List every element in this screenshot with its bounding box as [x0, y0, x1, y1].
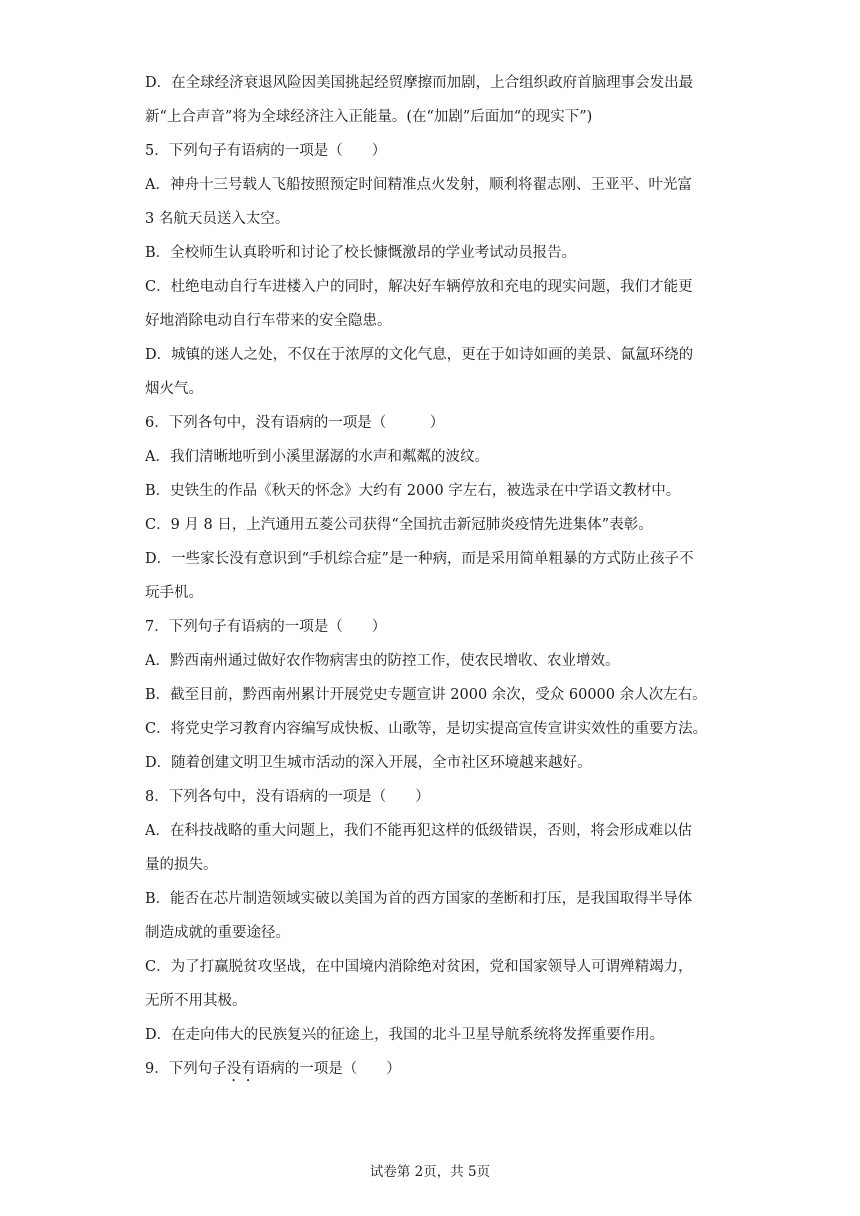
- text-line: A．我们清晰地听到小溪里潺潺的水声和粼粼的波纹。: [145, 449, 489, 465]
- text-line: D．随着创建文明卫生城市活动的深入开展，全市社区环境越来越好。: [145, 755, 592, 771]
- question-9-stem: [145, 1052, 725, 1086]
- question-7-stem: 7．下列句子有语病的一项是（ ）: [145, 619, 387, 635]
- text-line: C．为了打赢脱贫攻坚战，在中国境内消除绝对贫困，党和国家领导人可谓殚精竭力，: [145, 959, 693, 975]
- text-line: C．杜绝电动自行车进楼入户的同时，解决好车辆停放和充电的现实问题，我们才能更: [145, 279, 693, 295]
- text-line: D．一些家长没有意识到“手机综合症”是一种病，而是采用简单粗暴的方式防止孩子不: [145, 551, 694, 567]
- question-6-stem: 6．下列各句中，没有语病的一项是（ ）: [145, 415, 445, 431]
- page-footer: 试卷第 2页，共 5页: [369, 1164, 491, 1180]
- text-line: D．在走向伟大的民族复兴的征途上，我国的北斗卫星导航系统将发挥重要作用。: [145, 1027, 665, 1043]
- text-line: 好地消除电动自行车带来的安全隐患。: [145, 313, 392, 329]
- text-line: 烟火气。: [145, 381, 203, 397]
- page-content: [145, 66, 725, 1086]
- text-line: B．截至目前，黔西南州累计开展党史专题宣讲 2000 余次，受众 60000 余人次左右。: [145, 687, 707, 703]
- text-line: A．黔西南州通过做好农作物病害虫的防控工作，使农民增收、农业增效。: [145, 653, 620, 669]
- text-line: 新“上合声音”将为全球经济注入正能量。(在“加剧”后面加“的现实下”): [145, 109, 593, 125]
- text-line: D．在全球经济衰退风险因美国挑起经贸摩擦而加剧，上合组织政府首脑理事会发出最: [145, 75, 694, 91]
- text-line: 量的损失。: [145, 857, 218, 873]
- text-line: C．将党史学习教育内容编写成快板、山歌等，是切实提高宣传宣讲实效性的重要方法。: [145, 721, 708, 737]
- text-line: 制造成就的重要途径。: [145, 925, 290, 941]
- text-line: C．9 月 8 日，上汽通用五菱公司获得“全国抗击新冠肺炎疫情先进集体”表彰。: [145, 517, 653, 533]
- text-line: D．城镇的迷人之处，不仅在于浓厚的文化气息，更在于如诗如画的美景、氤氲环绕的: [145, 347, 694, 363]
- text-line: B．全校师生认真聆听和讨论了校长慷慨激昂的学业考试动员报告。: [145, 245, 577, 261]
- text-line: 玩手机。: [145, 585, 203, 601]
- question-8-stem: 8．下列各句中，没有语病的一项是（ ）: [145, 789, 430, 805]
- q9-before: 9．下列句子: [145, 1061, 227, 1077]
- text-line: A．神舟十三号载人飞船按照预定时间精准点火发射，顺利将翟志刚、王亚平、叶光富: [145, 177, 692, 193]
- question-5-stem: 5．下列句子有语病的一项是（ ）: [145, 143, 387, 159]
- text-line: A．在科技战略的重大问题上，我们不能再犯这样的低级错误，否则，将会形成难以估: [145, 823, 692, 839]
- text-line: B．能否在芯片制造领域实破以美国为首的西方国家的垄断和打压，是我国取得半导体: [145, 891, 693, 907]
- q9-after: 语病的一项是（ ）: [255, 1061, 401, 1077]
- text-line: 无所不用其极。: [145, 993, 247, 1009]
- text-line: B．史铁生的作品《秋天的怀念》大约有 2000 字左右，被选录在中学语文教材中。: [145, 483, 681, 499]
- text-line: 3 名航天员送入太空。: [145, 211, 290, 227]
- q9-emphasis: 没有: [226, 1061, 256, 1077]
